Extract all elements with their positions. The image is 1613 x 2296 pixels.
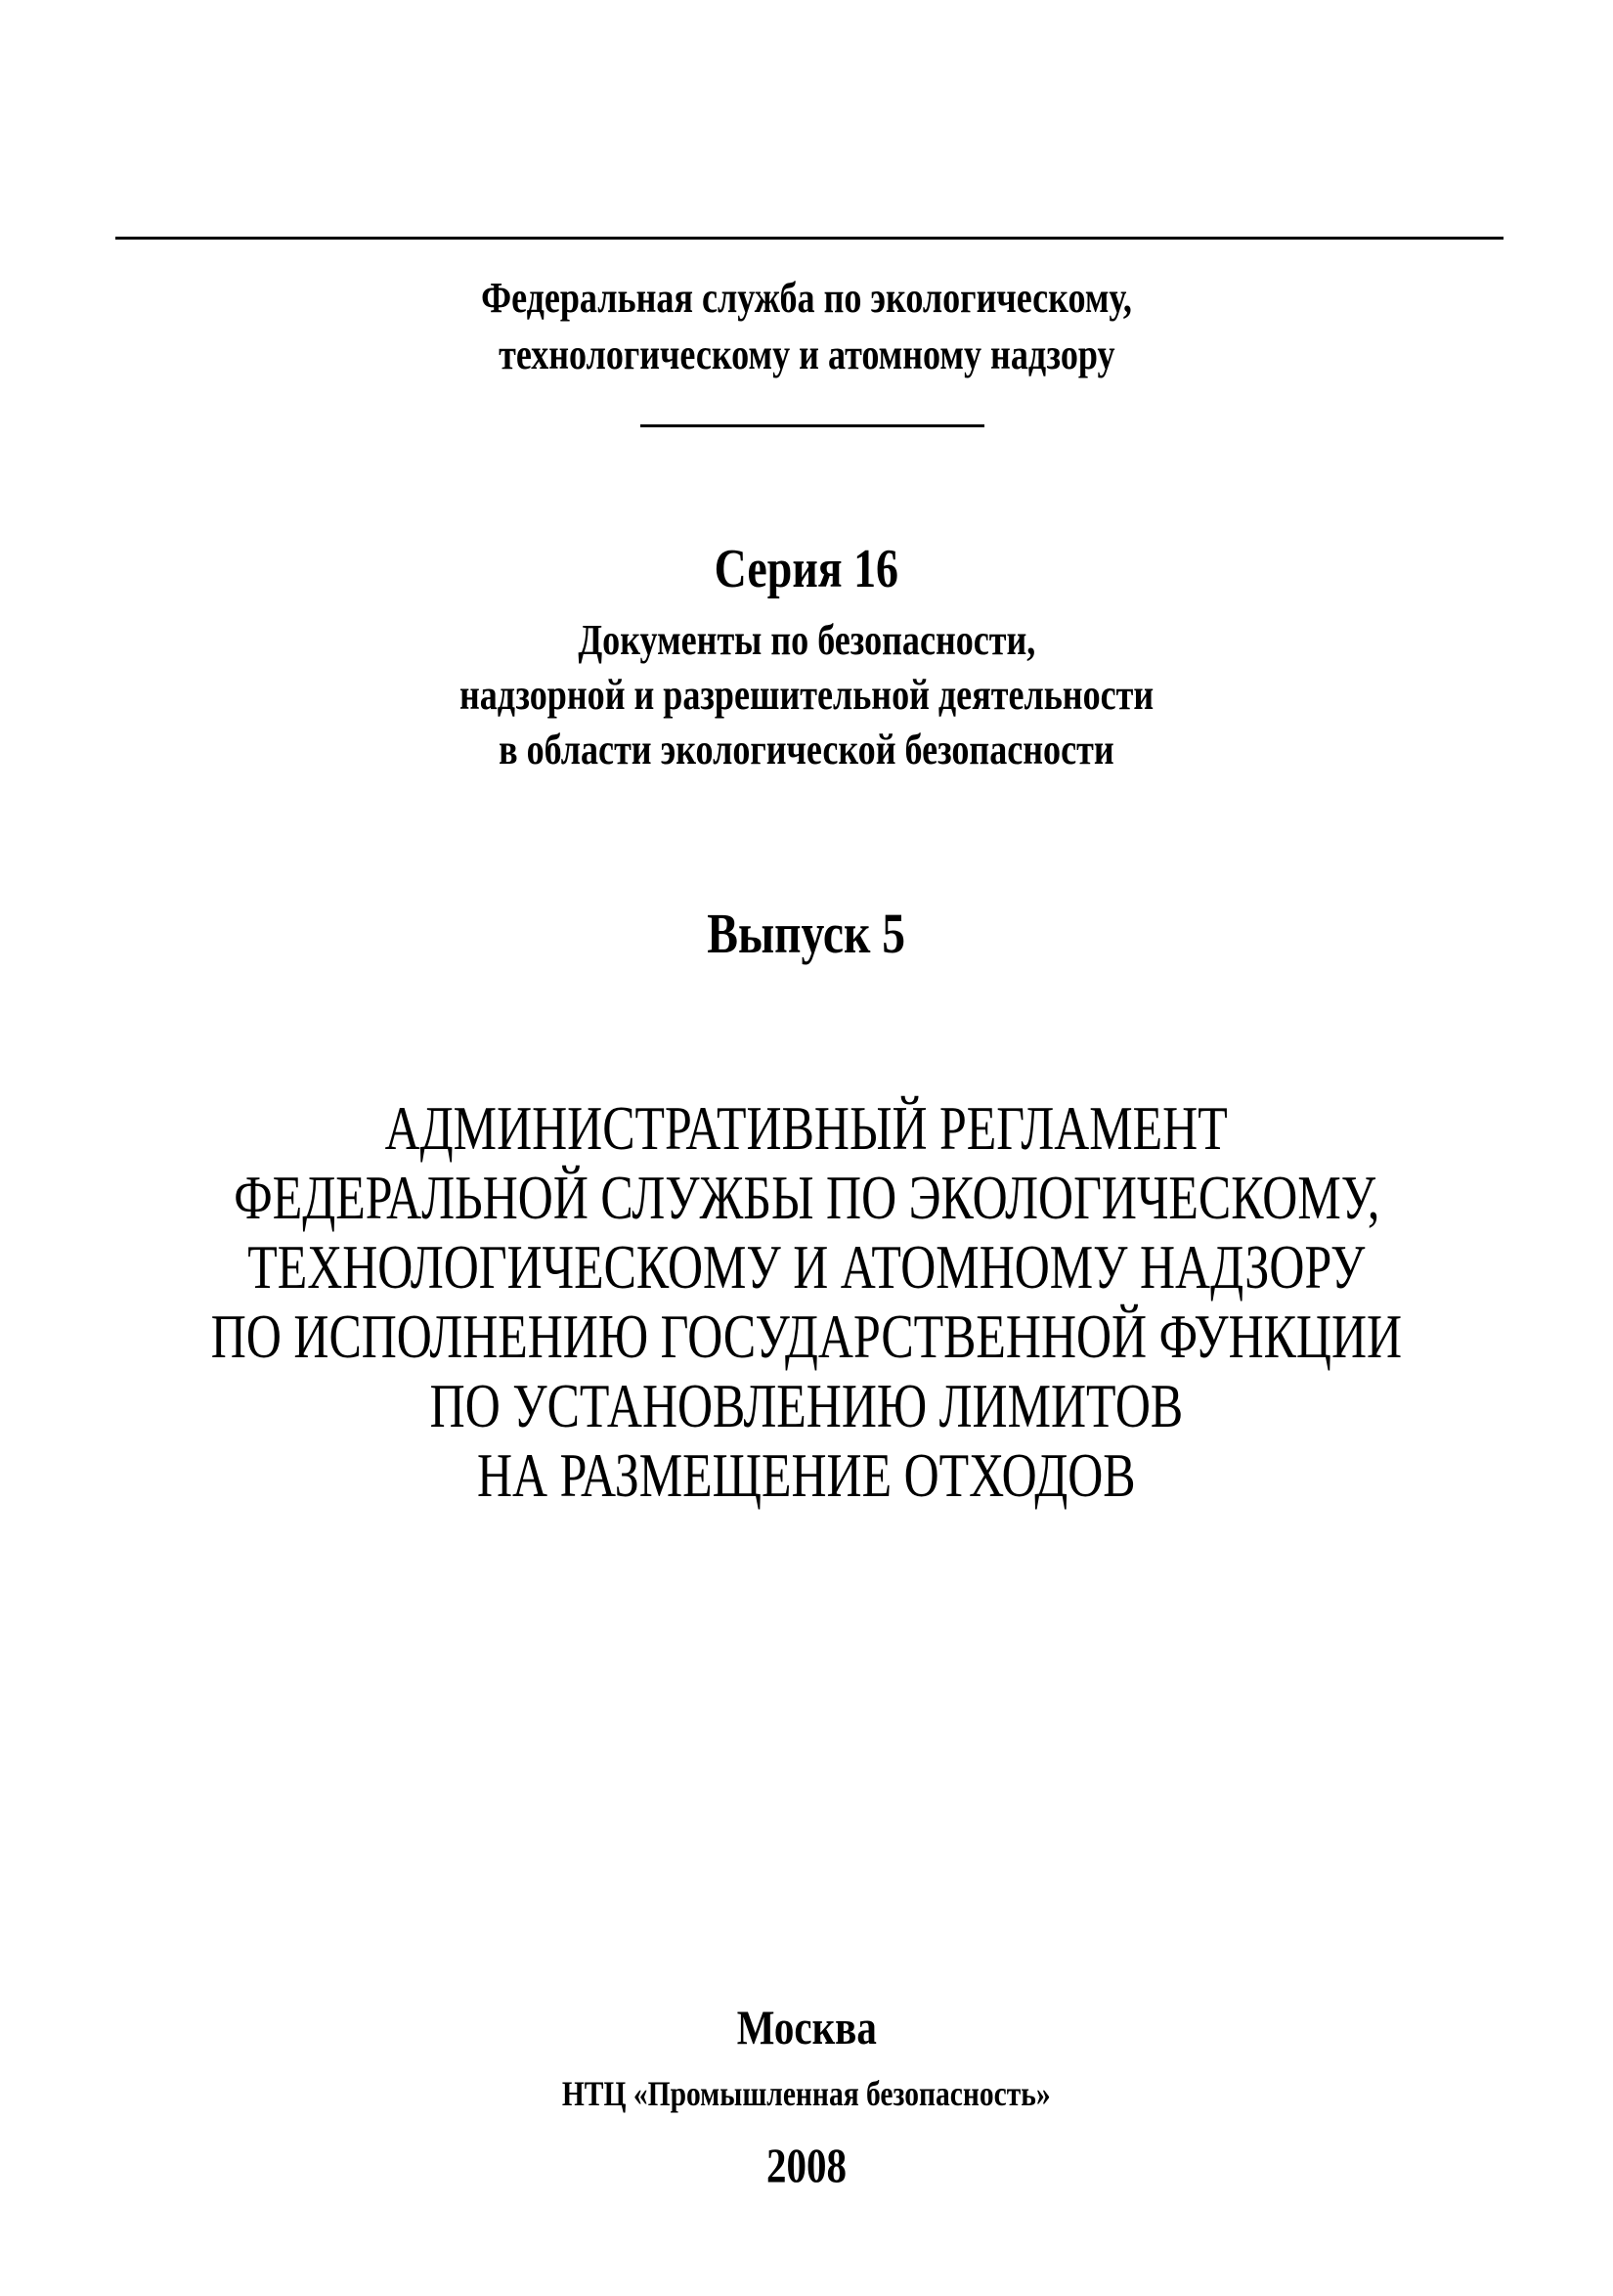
agency-divider [640, 424, 984, 427]
document-title-line: НА РАЗМЕЩЕНИЕ ОТХОДОВ [477, 1440, 1136, 1510]
document-title-line: ПО ИСПОЛНЕНИЮ ГОСУДАРСТВЕННОЙ ФУНКЦИИ [210, 1302, 1403, 1371]
series-title [0, 536, 1613, 602]
series-number: Серия 16 [714, 539, 899, 599]
series-description [0, 613, 1613, 777]
issue-number: Выпуск 5 [707, 902, 906, 965]
series-description-line: в области экологической безопасности [499, 726, 1114, 773]
imprint-city [0, 1998, 1613, 2056]
series-description-line: надзорной и разрешительной деятельности [458, 671, 1155, 719]
agency-line: Федеральная служба по экологическому, [481, 274, 1132, 322]
document-title [0, 1093, 1613, 1510]
city-text: Москва [736, 2000, 877, 2054]
top-divider [115, 237, 1504, 240]
agency-name [0, 270, 1613, 383]
document-title-line: ТЕХНОЛОГИЧЕСКОМУ И АТОМНОМУ НАДЗОРУ [247, 1232, 1366, 1302]
imprint-year [0, 2136, 1613, 2194]
document-title-line: ФЕДЕРАЛЬНОЙ СЛУЖБЫ ПО ЭКОЛОГИЧЕСКОМУ, [233, 1163, 1380, 1232]
issue-label [0, 900, 1613, 968]
publisher-text: НТЦ «Промышленная безопасность» [562, 2074, 1051, 2113]
imprint-publisher [0, 2070, 1613, 2117]
year-text: 2008 [766, 2138, 847, 2192]
agency-line: технологическому и атомному надзору [498, 331, 1115, 378]
document-title-line: АДМИНИСТРАТИВНЫЙ РЕГЛАМЕНТ [384, 1093, 1229, 1163]
series-description-line: Документы по безопасности, [578, 616, 1035, 664]
document-title-line: ПО УСТАНОВЛЕНИЮ ЛИМИТОВ [429, 1371, 1184, 1440]
